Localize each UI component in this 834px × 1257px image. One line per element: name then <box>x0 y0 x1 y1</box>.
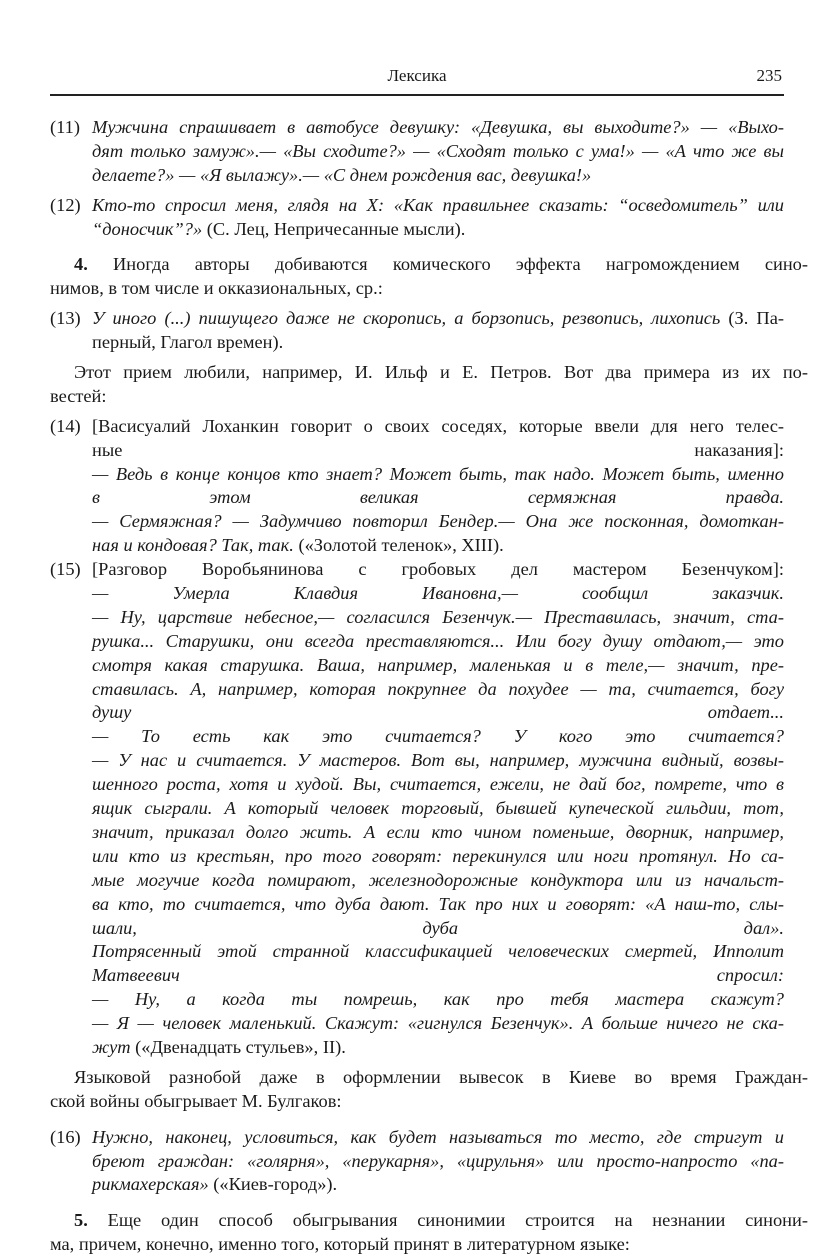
text-line <box>92 534 784 558</box>
quote-text: бреют граждан: «голярня», «перукарня», «цирульня» или просто-напросто «па- <box>92 1150 784 1171</box>
example-number: (11) <box>50 117 80 137</box>
quote-text: Кто-то спросил меня, глядя на X: «Как правильнее сказать: “осведомитель” или <box>92 194 784 215</box>
text-line <box>92 1150 784 1174</box>
text-line <box>92 510 784 534</box>
quote-text: — Ну, царствие небесное,— согласился Безенчук.— Преставилась, значит, ста- <box>92 606 784 627</box>
text-line <box>92 917 784 941</box>
text-line <box>92 654 784 678</box>
text-line <box>92 869 784 893</box>
quote-text: “доносчик”?» <box>92 218 203 239</box>
text-line <box>92 140 784 164</box>
quote-text: — Сермяжная? — Задумчиво повторил Бендер.— Она же посконная, домоткан- <box>92 511 784 532</box>
section-number: 5. <box>74 1210 88 1231</box>
quote-text: — Ну, а когда ты помрешь, как про тебя мастера скажут? <box>92 989 784 1010</box>
example-number: (16) <box>50 1126 81 1147</box>
text-line <box>50 277 784 301</box>
text-line <box>92 558 784 582</box>
text-line <box>92 194 784 218</box>
quote-text: рикмахерская» <box>92 1174 209 1195</box>
body-text: [Васисуалий Лоханкин говорит о своих соседях, которые ввели для него телес- <box>92 415 784 436</box>
body-text: перный, Глагол времен). <box>92 332 284 353</box>
body-text: нимов, в том числе и окказиональных, ср.: <box>50 278 383 299</box>
example-number: (15) <box>50 559 81 580</box>
quote-text: дят только замуж».— «Вы сходите?» — «Сходят только с ума!» — «А что же вы <box>92 140 784 161</box>
body-text: (З. Па- <box>720 308 784 329</box>
quote-text: значит, приказал долго жить. А если кто чином поменьше, дворник, например, <box>92 821 784 842</box>
quote-text: Мужчина спрашивает в автобусе девушку: «Девушка, вы выходите?» — «Выхо- <box>92 117 784 137</box>
text-line <box>92 773 784 797</box>
text-line <box>92 893 784 917</box>
quote-text: У иного (...) пишущего даже не скоропись, а борзопись, резвопись, лихопись <box>92 308 721 329</box>
text-line <box>50 385 784 409</box>
text-line <box>50 1090 784 1114</box>
paragraph <box>50 1066 808 1114</box>
chapter-title: Лексика <box>387 66 447 85</box>
body-text: ма, причем, конечно, именно того, который принят в литературном языке: <box>50 1234 630 1255</box>
text-line <box>50 1066 808 1090</box>
example-number: (12) <box>50 194 81 215</box>
paragraph <box>50 1209 808 1257</box>
section-number: 4. <box>74 254 88 275</box>
body-text: Этот прием любили, например, И. Ильф и Е. Петров. Вот два примера из их по- <box>74 362 808 383</box>
quote-text: — То есть как это считается? У кого это считается? <box>92 726 784 747</box>
text-line <box>92 797 784 821</box>
text-line <box>92 964 784 988</box>
text-line <box>92 845 784 869</box>
text-line <box>92 988 784 1012</box>
quote-text: делаете?» — «Я вылажу».— «С днем рождения вас, девушка!» <box>92 164 592 185</box>
example-number: (14) <box>50 415 81 436</box>
quote-text: Потрясенный этой странной классификацией человеческих смертей, Ипполит <box>92 941 784 962</box>
quote-text: жут <box>92 1036 131 1057</box>
quote-text: — Я — человек маленький. Скажут: «гигнулся Безенчук». А больше ничего не ска- <box>92 1013 784 1034</box>
body-text: («Двенадцать стульев», II). <box>130 1036 346 1057</box>
quote-text: мые могучие когда помирают, железнодорожные кондуктора или из начальст- <box>92 869 784 890</box>
text-line <box>92 940 784 964</box>
example-block <box>50 415 784 558</box>
quote-text: смотря какая старушка. Ваша, например, маленькая и в теле,— значит, пре- <box>92 654 784 675</box>
text-line <box>92 678 784 702</box>
quote-text: или кто из крестьян, про того говорят: перекинулся или ноги протянул. Но са- <box>92 845 784 866</box>
example-number: (13) <box>50 308 81 329</box>
body-text: Еще один способ обыгрывания синонимии строится на незнании синони- <box>87 1210 808 1231</box>
page-body <box>50 116 808 1257</box>
quote-text: — Умерла Клавдия Ивановна,— сообщил заказчик. <box>92 583 784 604</box>
body-text: («Золотой теленок», XIII). <box>293 535 504 556</box>
text-line <box>92 218 784 242</box>
example-block <box>50 194 784 242</box>
text-line <box>92 1126 784 1150</box>
example-block <box>50 1126 784 1198</box>
text-line <box>92 1173 784 1197</box>
running-header <box>50 64 784 96</box>
body-text: ской войны обыгрывает М. Булгаков: <box>50 1090 342 1111</box>
text-line <box>92 486 784 510</box>
paragraph <box>50 361 808 409</box>
body-text: («Киев-город»). <box>208 1174 338 1195</box>
quote-text: рушка... Старушки, они всегда преставляются... Или богу душу отдают,— это <box>92 630 784 651</box>
text-line <box>50 1233 784 1257</box>
body-text: (С. Лец, Непричесанные мысли). <box>202 218 466 239</box>
text-line <box>92 725 784 749</box>
body-text: Иногда авторы добиваются комического эффекта нагромождением сино- <box>87 254 808 275</box>
text-line <box>92 582 784 606</box>
text-line <box>92 606 784 630</box>
quote-text: душу отдает... <box>92 702 784 723</box>
quote-text: Нужно, наконец, условиться, как будет называться то место, где стригут и <box>92 1126 784 1147</box>
quote-text: в этом великая сермяжная правда. <box>92 487 784 508</box>
text-line <box>92 415 784 439</box>
text-line <box>92 821 784 845</box>
quote-text: — Ведь в конце концов кто знает? Может быть, так надо. Может быть, именно <box>92 463 784 484</box>
quote-text: Матвеевич спросил: <box>92 965 784 986</box>
text-line <box>92 1036 784 1060</box>
text-line <box>92 463 784 487</box>
paragraph <box>50 253 808 301</box>
text-line <box>92 439 784 463</box>
body-text: вестей: <box>50 385 107 406</box>
text-line <box>92 701 784 725</box>
text-line <box>92 164 784 188</box>
quote-text: шали, дуба дал». <box>92 917 784 938</box>
quote-text: ящик сыграли. А который человек торговый, бывшей купеческой гильдии, тот, <box>92 798 784 819</box>
text-line <box>50 361 808 385</box>
page-number: 235 <box>756 66 782 85</box>
text-line <box>50 253 808 277</box>
quote-text: — У нас и считается. У мастеров. Вот вы, например, мужчина видный, возвы- <box>92 750 784 771</box>
example-block <box>50 558 784 1060</box>
body-text: [Разговор Воробьянинова с гробовых дел мастером Безенчуком]: <box>92 559 784 580</box>
text-line <box>92 630 784 654</box>
quote-text: ставилась. А, например, которая покрупнее да похудее — та, считается, богу <box>92 678 784 699</box>
quote-text: шенного роста, хотя и худой. Вы, считается, ежели, не дай бог, помрете, что в <box>92 774 784 795</box>
example-block <box>50 116 784 188</box>
quote-text: ная и кондовая? Так, так. <box>92 535 294 556</box>
text-line <box>92 749 784 773</box>
body-text: ные наказания]: <box>92 439 784 460</box>
example-block <box>50 307 784 355</box>
text-line <box>92 331 784 355</box>
text-line <box>92 307 784 331</box>
quote-text: ва кто, то считается, что дуба дают. Так про них и говорят: «А наш-то, слы- <box>92 893 784 914</box>
text-line <box>92 1012 784 1036</box>
text-line <box>92 116 784 140</box>
body-text: Языковой разнобой даже в оформлении вывесок в Киеве во время Граждан- <box>74 1066 808 1087</box>
